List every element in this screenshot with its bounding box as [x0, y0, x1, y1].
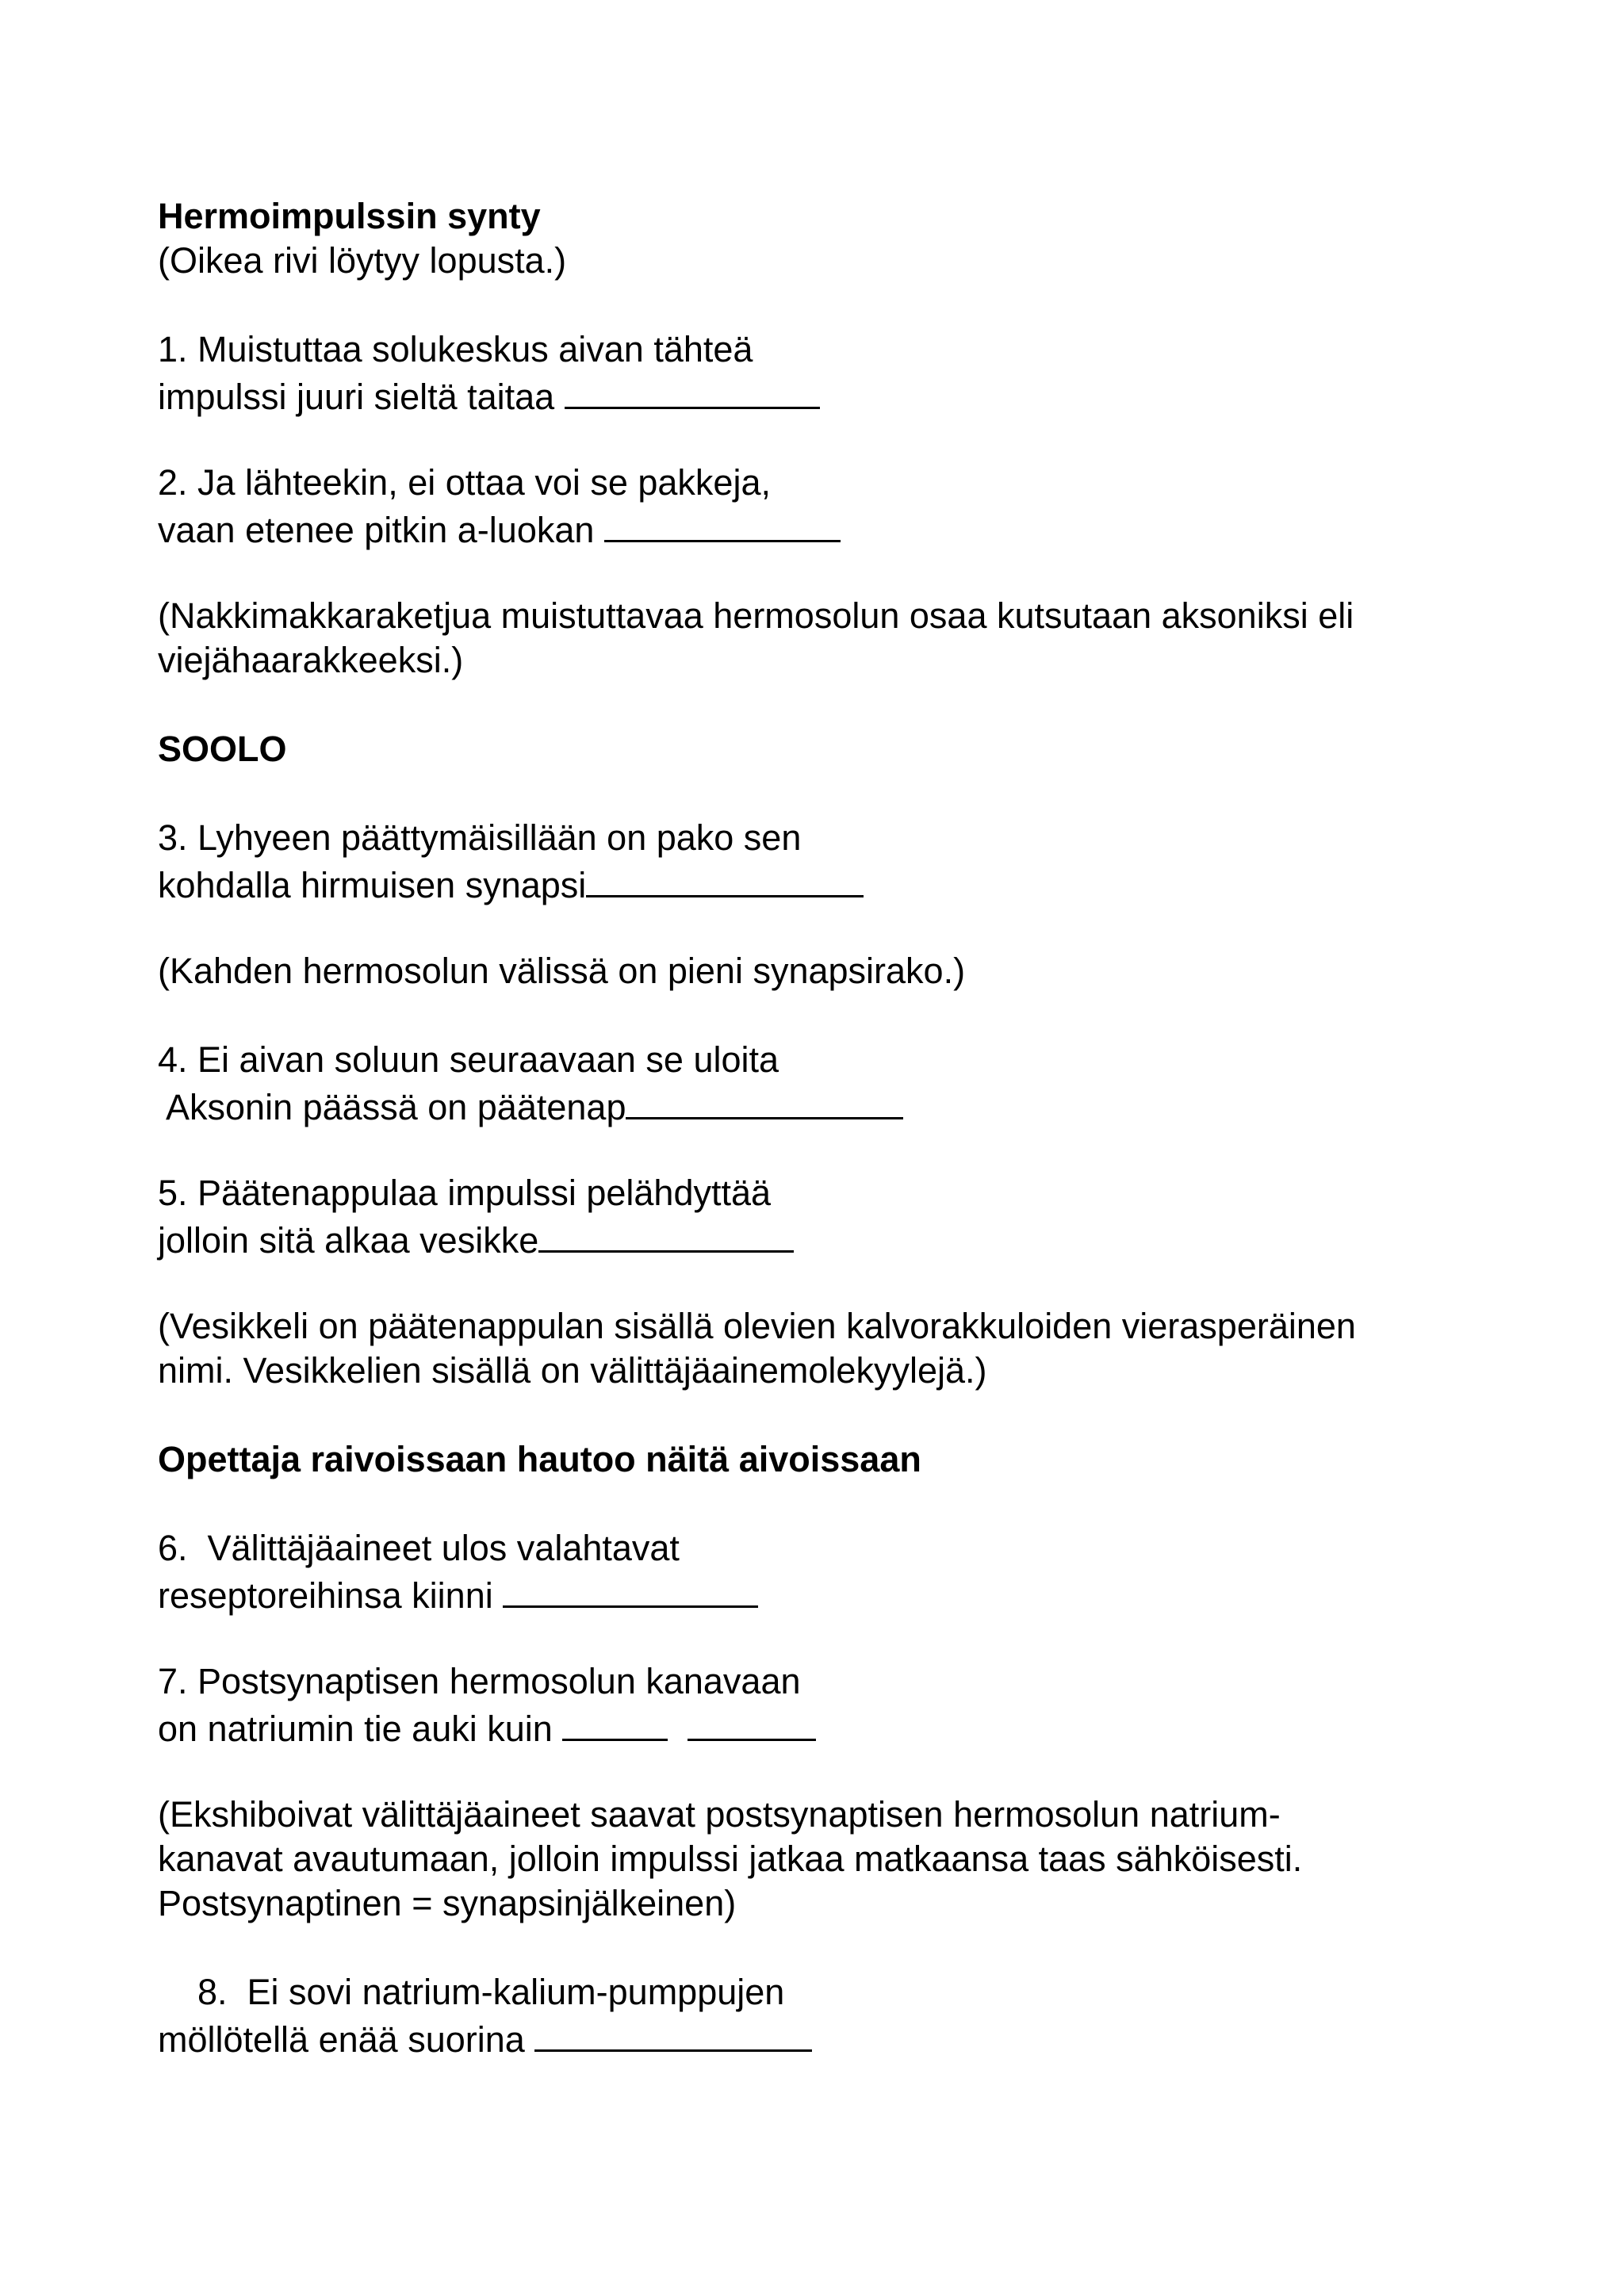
verse-5: [158, 1171, 1506, 1260]
worksheet-page: [158, 194, 1506, 2059]
answer-blank-8[interactable]: [534, 2015, 812, 2052]
verse-3-line-1: 3. Lyhyeen päättymäisillään on pako sen: [158, 817, 802, 858]
explanation-1: [158, 594, 1506, 683]
answer-blank-6[interactable]: [503, 1571, 758, 1608]
document-title: Hermoimpulssin synty: [158, 196, 541, 236]
verse-7-line-2: on natriumin tie auki kuin: [158, 1704, 1506, 1748]
explanation-4-line-1: (Ekshiboivat välittäjäaineet saavat postsynaptisen hermosolun natrium-: [158, 1794, 1281, 1835]
answer-blank-5[interactable]: [538, 1215, 794, 1253]
section-heading-opettaja: Opettaja raivoissaan hautoo näitä aivoissaan: [158, 1439, 921, 1479]
verse-1: [158, 327, 1506, 416]
verse-2-line-2: vaan etenee pitkin a-luokan: [158, 505, 1506, 549]
answer-blank-7b[interactable]: [688, 1704, 816, 1741]
explanation-4-line-2: kanavat avautumaan, jolloin impulssi jatkaa matkaansa taas sähköisesti.: [158, 1839, 1303, 1879]
explanation-1-line-2: viejähaarakkeeksi.): [158, 640, 464, 680]
verse-8-line-1: 8. Ei sovi natrium-kalium-pumppujen: [158, 1972, 785, 2012]
verse-4-line-2: Aksonin päässä on päätenap: [158, 1082, 1506, 1127]
verse-1-line-1: 1. Muistuttaa solukeskus aivan tähteä: [158, 329, 753, 369]
verse-3: [158, 816, 1506, 905]
verse-5-line-1: 5. Päätenappulaa impulssi pelähdyttää: [158, 1173, 772, 1213]
answer-blank-2[interactable]: [604, 505, 841, 542]
verse-2-line-1: 2. Ja lähteekin, ei ottaa voi se pakkeja,: [158, 462, 771, 503]
explanation-3: [158, 1304, 1506, 1393]
verse-8: [158, 1970, 1506, 2059]
explanation-4-line-3: Postsynaptinen = synapsinjälkeinen): [158, 1883, 737, 1923]
verse-3-line-2: kohdalla hirmuisen synapsi: [158, 860, 1506, 905]
explanation-4: [158, 1793, 1506, 1926]
explanation-1-line-1: (Nakkimakkaraketjua muistuttavaa hermosolun osaa kutsutaan aksoniksi eli: [158, 595, 1354, 636]
answer-blank-4[interactable]: [626, 1082, 903, 1119]
explanation-3-line-1: (Vesikkeli on päätenappulan sisällä olevien kalvorakkuloiden vierasperäinen: [158, 1306, 1356, 1346]
explanation-2: (Kahden hermosolun välissä on pieni synapsirako.): [158, 951, 966, 991]
verse-4-line-1: 4. Ei aivan soluun seuraavaan se uloita: [158, 1039, 779, 1080]
answer-blank-3[interactable]: [586, 860, 864, 897]
verse-1-line-2: impulssi juuri sieltä taitaa: [158, 372, 1506, 416]
section-heading-soolo: SOOLO: [158, 729, 287, 769]
answer-blank-1[interactable]: [565, 372, 820, 409]
verse-6-line-1: 6. Välittäjäaineet ulos valahtavat: [158, 1528, 680, 1568]
answer-blank-7a[interactable]: [562, 1704, 668, 1741]
explanation-3-line-2: nimi. Vesikkelien sisällä on välittäjäainemolekyylejä.): [158, 1350, 987, 1391]
verse-4: [158, 1038, 1506, 1127]
verse-6: [158, 1526, 1506, 1615]
verse-5-line-2: jolloin sitä alkaa vesikke: [158, 1215, 1506, 1260]
verse-8-line-2: möllötellä enää suorina: [158, 2015, 1506, 2059]
document-subtitle: (Oikea rivi löytyy lopusta.): [158, 240, 567, 281]
verse-2: [158, 461, 1506, 549]
verse-7: [158, 1659, 1506, 1748]
verse-7-line-1: 7. Postsynaptisen hermosolun kanavaan: [158, 1661, 801, 1701]
verse-6-line-2: reseptoreihinsa kiinni: [158, 1571, 1506, 1615]
